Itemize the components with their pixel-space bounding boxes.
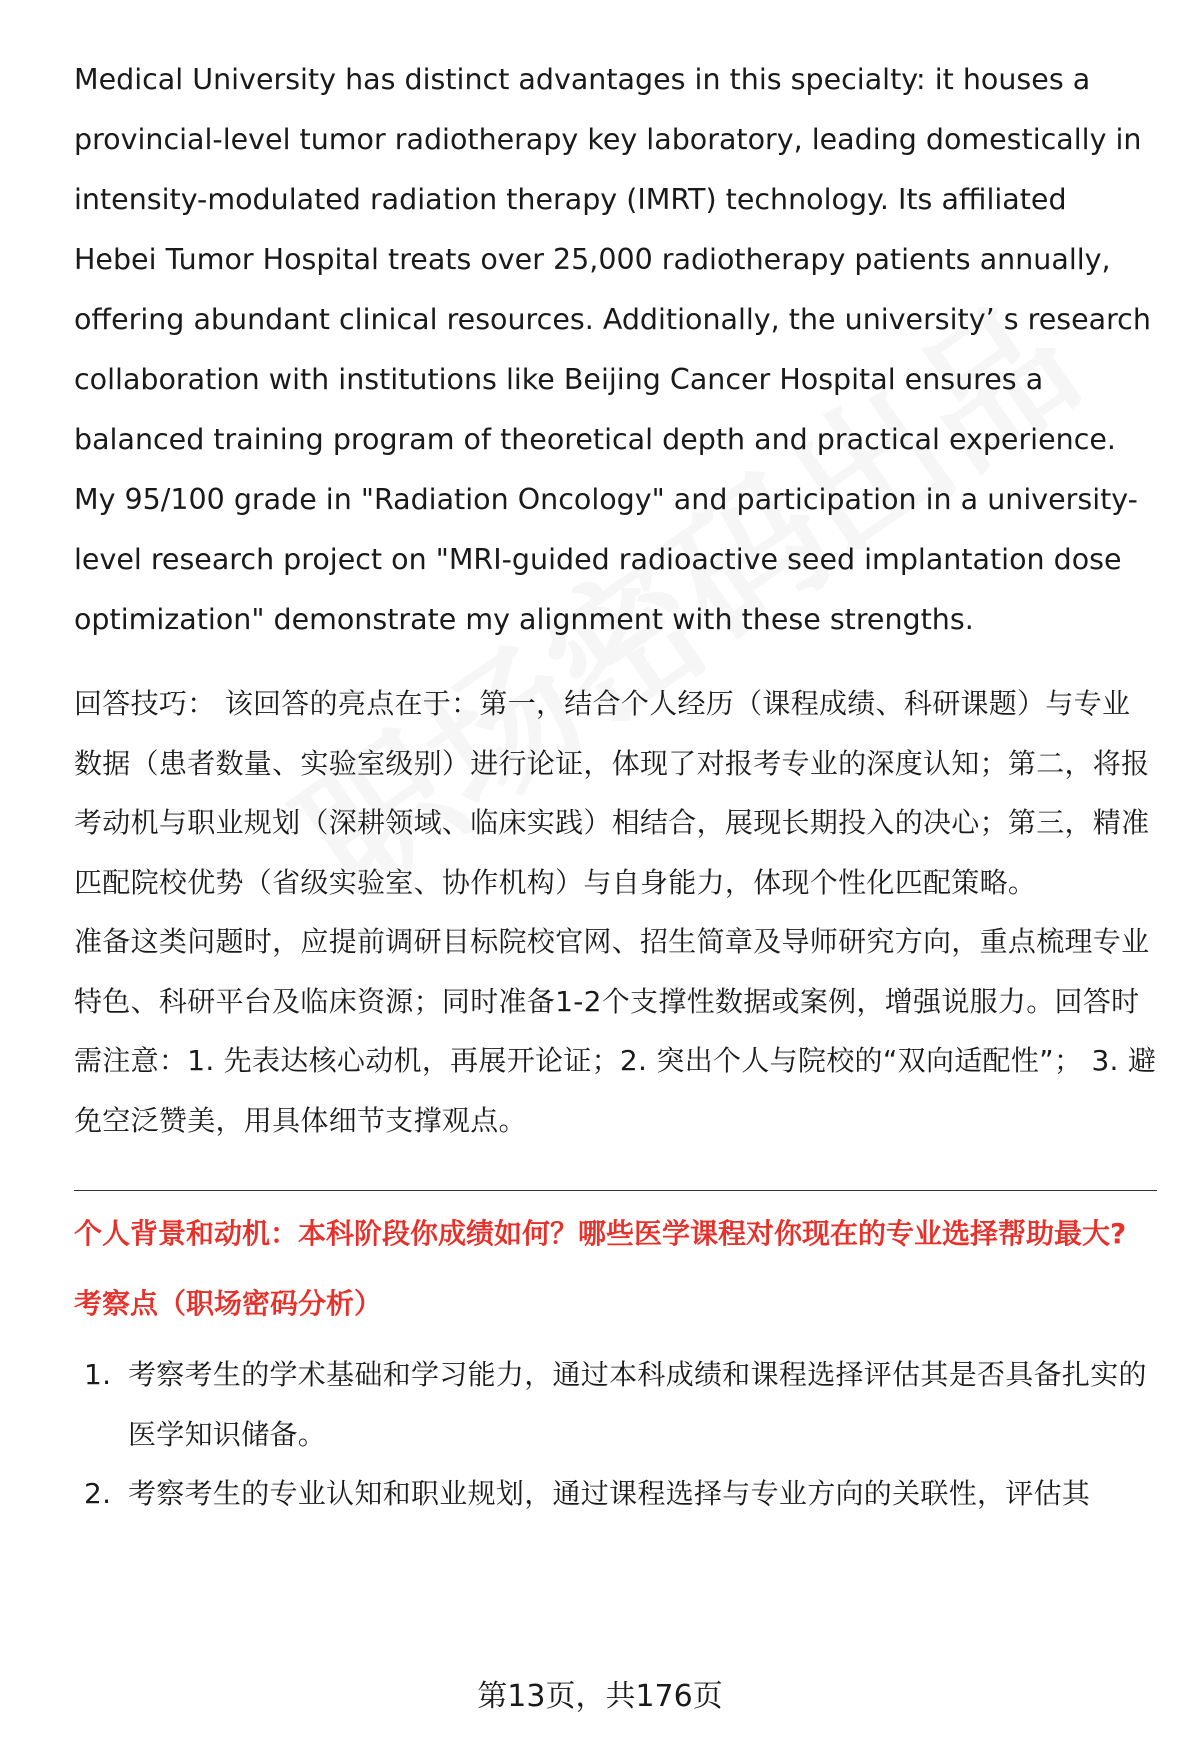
list-item-number: 2. (84, 1477, 112, 1510)
list-item-number: 1. (84, 1358, 112, 1391)
list-item (74, 1464, 1157, 1524)
answer-tips-paragraph: 回答技巧： 该回答的亮点在于：第一，结合个人经历（课程成绩、科研课题）与专业数据（患者数量、实验室级别）进行论证，体现了对报考专业的深度认知；第二，将报考动机与职业规划（深耕领域、临床实践）相结合，展现长期投入的决心；第三，精准匹配院校优势（省级实验室、协作机构）与自身能力，体现个性化匹配策略。 (74, 687, 1150, 899)
preparation-advice-paragraph: 准备这类问题时，应提前调研目标院校官网、招生简章及导师研究方向，重点梳理专业特色、科研平台及临床资源；同时准备1-2个支撑性数据或案例，增强说服力。回答时需注意：1. 先表达核心动机，再展开论证；2. 突出个人与院校的“双向适配性”； 3. 避免空泛赞美，用具体细节支撑观点。 (74, 925, 1157, 1137)
list-item-text: 考察考生的专业认知和职业规划，通过课程选择与专业方向的关联性，评估其 (128, 1477, 1091, 1510)
question-heading: 个人背景和动机：本科阶段你成绩如何？哪些医学课程对你现在的专业选择帮助最大? (74, 1217, 1127, 1250)
section-divider (74, 1190, 1157, 1191)
english-answer-paragraph: Medical University has distinct advantages in this specialty: it houses a provincial-level tumor radiotherapy key laboratory, leading domestically in intensity-modulated radiation therapy (IMRT) technology. Its affiliated Hebei Tumor Hospital treats over 25,000 radiotherapy patients annually, offering abundant clinical resources. Additionally, the university’ s research collaboration with institutions like Beijing Cancer Hospital ensures a balanced training program of theoretical depth and practical experience. My 95/100 grade in "Radiation Oncology" and participation in a university-level research project on "MRI-guided radioactive seed implantation dose optimization" demonstrate my alignment with these strengths. (74, 63, 1151, 636)
page-number-footer: 第13页，共176页 (477, 1679, 723, 1714)
assessment-points-list (74, 1345, 1157, 1524)
document-page (74, 50, 1157, 1524)
list-item-text: 考察考生的学术基础和学习能力，通过本科成绩和课程选择评估其是否具备扎实的医学知识储备。 (128, 1358, 1147, 1451)
assessment-points-heading: 考察点（职场密码分析） (74, 1287, 383, 1320)
list-item (74, 1345, 1157, 1464)
